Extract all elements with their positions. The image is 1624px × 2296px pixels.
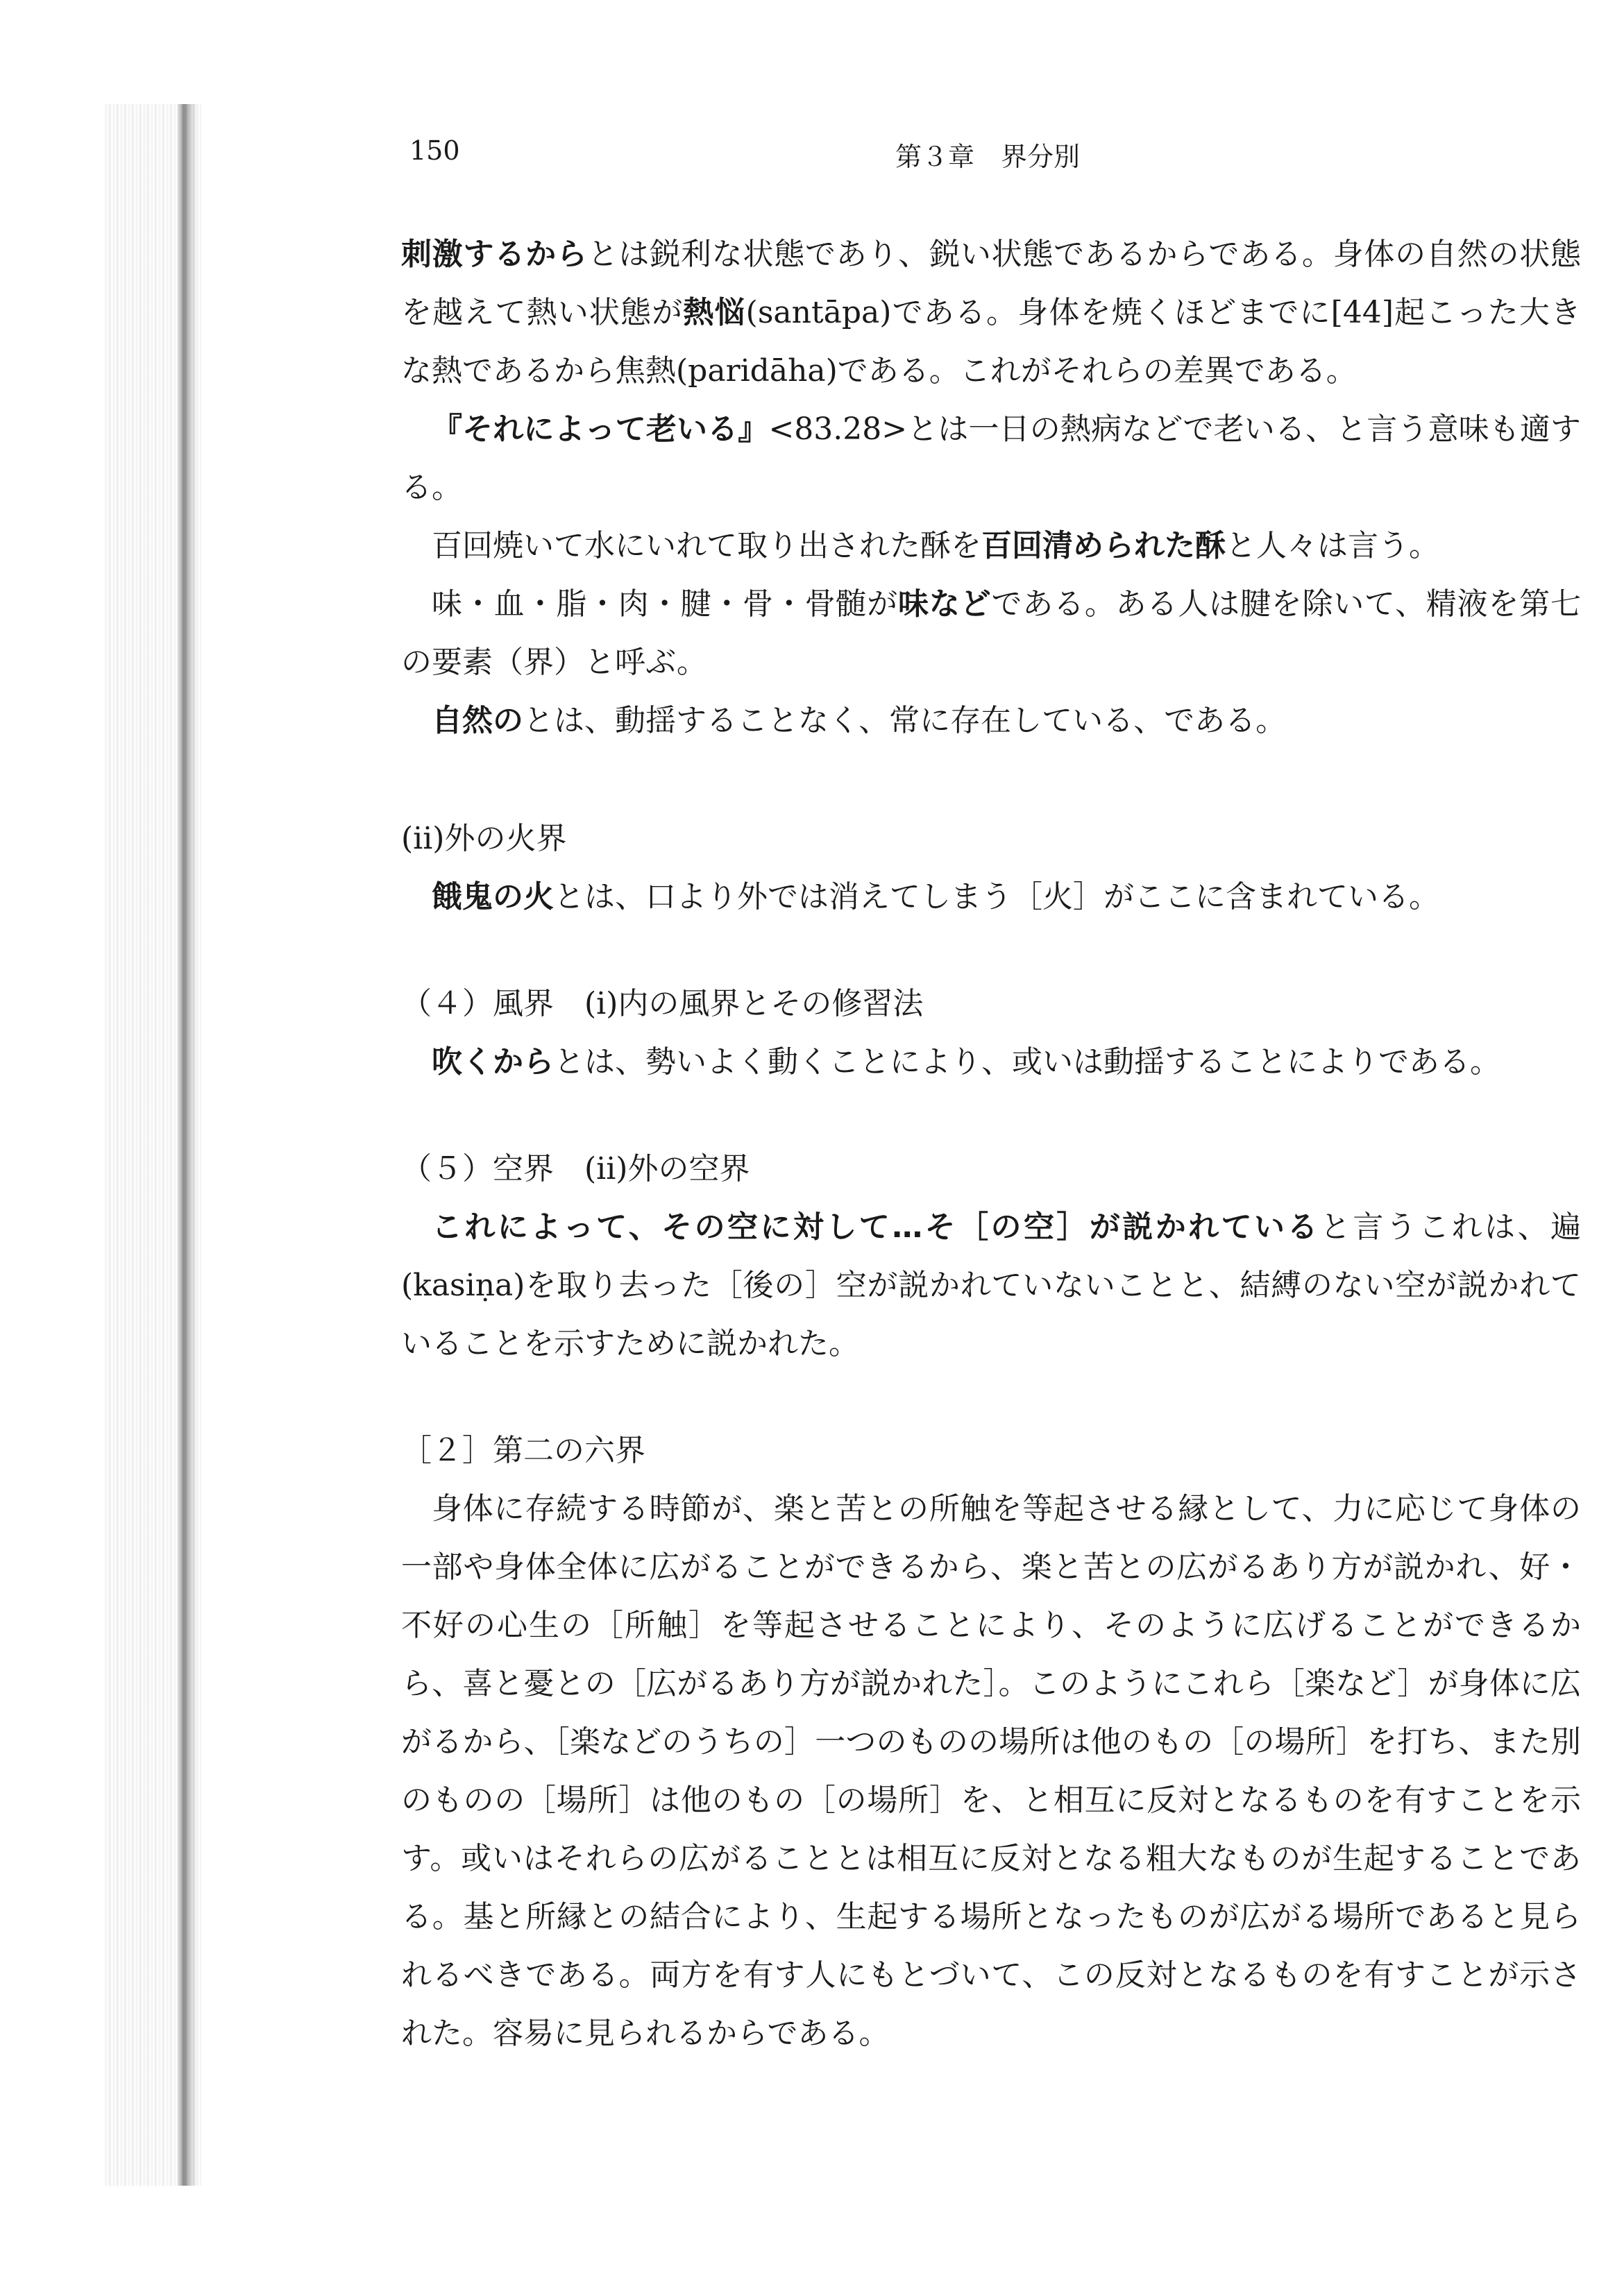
bold-term: 吹くから [432,1044,554,1080]
bold-term: 自然の [432,703,523,738]
body-text [401,226,1581,2063]
bold-term: 『それによって老いる』 [432,411,769,447]
scan-binding-edge [177,104,198,2186]
running-header [409,135,1582,177]
text-run: <83.28>とは一日の熱病などで老いる、と言う意味も適する。 [401,411,1581,505]
bold-term: 刺激するから [401,237,588,272]
paragraph [401,868,1581,926]
paragraph [401,1033,1581,1091]
paragraph [401,400,1581,517]
text-run: (santāpa)である。身体を焼くほどまでに[44]起こった大きな熱であるから焦熱(paridāha)である。これがそれらの差異である。 [401,295,1582,389]
paragraph [401,517,1581,575]
text-run: 味・血・脂・肉・腱・骨・骨髄が [432,586,899,622]
text-run: とは鋭利な状態であり、鋭い状態であるからである。身体の自然の状態を越えて熱い状態が [401,237,1582,330]
text-run: とは、動揺することなく、常に存在している、である。 [523,703,1287,738]
text-run: と人々は言う。 [1226,528,1439,563]
text-run: とは、勢いよく動くことにより、或いは動揺することによりである。 [554,1044,1500,1080]
section-heading: (ii)外の火界 [401,821,567,856]
section-heading: ［２］第二の六界 [401,1433,645,1468]
text-run: 百回焼いて水にいれて取り出された酥を [432,528,981,563]
bold-term: 餓鬼の火 [432,879,554,915]
text-run: である。ある人は腱を除いて、精液を第七の要素（界）と呼ぶ。 [401,586,1581,680]
paragraph [401,1198,1581,1373]
text-run: とは、口より外では消えてしまう［火］がここに含まれている。 [554,879,1439,915]
paragraph: 身体に存続する時節が、楽と苦との所触を等起させる縁として、力に応じて身体の一部や身体全体に広がることができるから、楽と苦との広がるあり方が説かれ、好・不好の心生の［所触］を等起させることにより、そのように広げることができるから、喜と憂との［広がるあり方が説かれた］。このようにこれら［楽など］が身体に広がるから、［楽などのうちの］一つのものの場所は他のもの［の場所］を打ち、また別のものの［場所］は他のもの［の場所］を、と相互に反対となるものを有すことを示す。或いはそれらの広がることとは相互に反対となる粗大なものが生起することである。基と所縁との結合により、生起する場所となったものが広がる場所であると見られるべきである。両方を有す人にもとづいて、この反対となるものを有すことが示された。容易に見られるからである。 [401,1491,1581,2051]
section-heading: （５）空界 (ii)外の空界 [401,1151,750,1187]
page-number: 150 [409,135,460,166]
paragraph [401,575,1581,692]
section-heading: （４）風界 (i)内の風界とその修習法 [401,986,924,1021]
paragraph [401,692,1581,750]
bold-term: 百回清められた酥 [981,528,1226,563]
bold-term: これによって、その空に対して…そ［の空］が説かれている [432,1209,1320,1245]
paragraph [401,226,1581,400]
text-run: と言うこれは、遍(kasiṇa)を取り去った［後の］空が説かれていないことと、結縛のない空が説かれていることを示すために説かれた。 [401,1209,1581,1361]
chapter-title: 第３章 界分別 [895,142,1081,172]
bold-term: 熱悩 [683,295,746,330]
bold-term: 味など [898,586,992,622]
